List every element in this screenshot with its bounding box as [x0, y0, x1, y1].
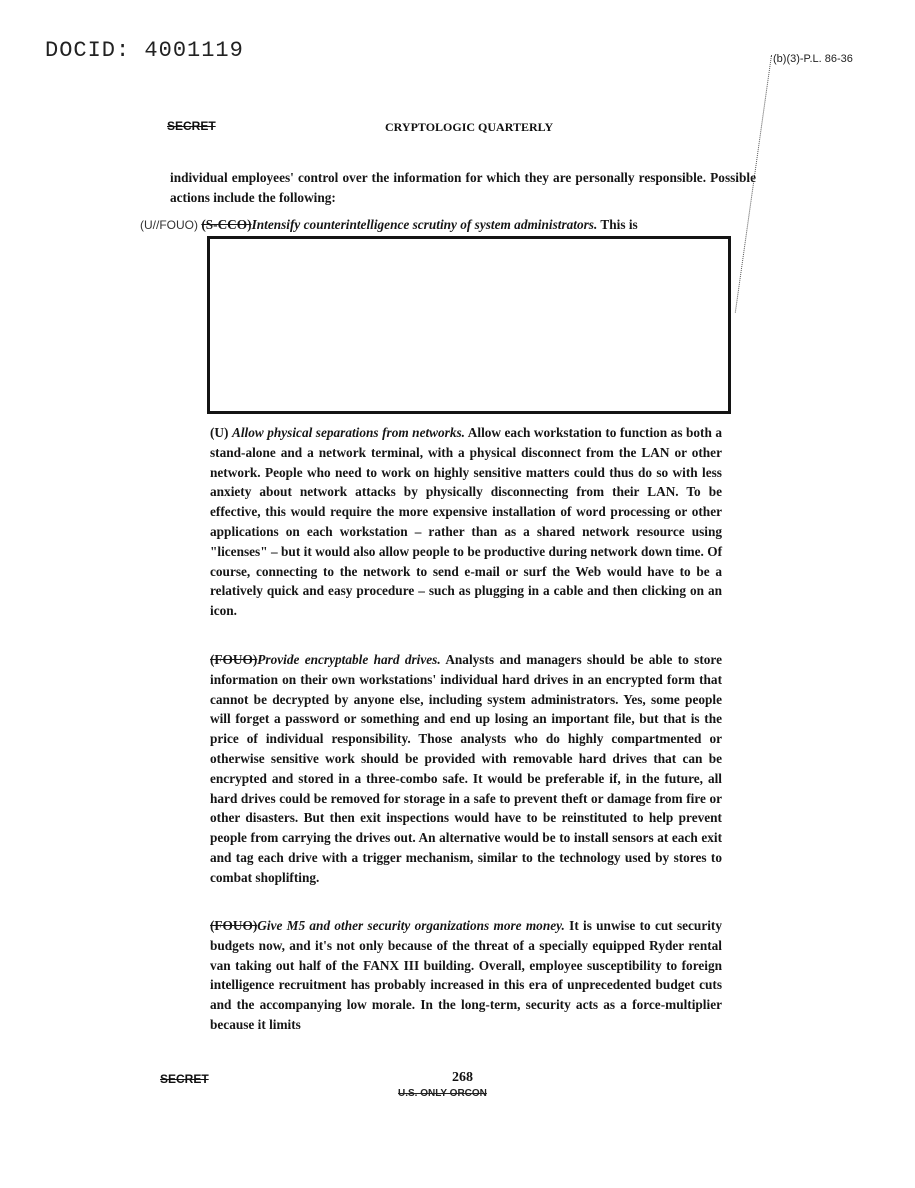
item-encryptable-drives	[210, 650, 722, 888]
portion-marking: (U)	[210, 425, 229, 440]
header-classification: SECRET	[167, 119, 216, 133]
item-heading: Intensify counterintelligence scrutiny of system administrators.	[251, 217, 598, 232]
portion-marking: (U//FOUO)	[140, 218, 198, 232]
item-counterintelligence	[140, 215, 730, 236]
item-heading: Give M5 and other security organizations more money.	[257, 918, 565, 933]
struck-marking: (S-CCO)	[201, 217, 252, 232]
item-physical-separation	[210, 423, 722, 621]
item-heading: Allow physical separations from networks.	[231, 425, 466, 440]
item-heading: Provide encryptable hard drives.	[257, 652, 441, 667]
item-body: Allow each workstation to function as both a stand-alone and a network terminal, with a physical disconnect from the LAN or other network. People who need to work on highly sensitive matters could thus do so with less anxiety about network attacks by physically disconnecting from their LAN. To be effective, this would require the more expensive installation of word processing or other applications on each workstation – rather than as a shared network resource using "licenses" – but it would also allow people to be productive during network down time. Of course, connecting to the network to send e-mail or surf the Web would have to be a relatively quick and easy procedure – such as plugging in a cable and then clicking on an icon.	[210, 425, 722, 619]
item-body: Analysts and managers should be able to store information on their own workstations' individual hard drives in an encrypted form that cannot be decrypted by anyone else, including system administrators. Yes, some people will forget a password or something and end up losing an important file, but that is the price of individual responsibility. Those analysts who do highly compartmented or otherwise sensitive work should be provided with removable hard drives that can be encrypted and stored in a three-combo safe. It would be preferable if, in the future, all hard drives could be removed for storage in a safe to prevent theft or damage from fire or other disasters. But then exit inspections would have to be reinstituted to help prevent people from carrying the drives out. An alternative would be to install sensors at each exit and tag each drive with a trigger mechanism, similar to the technology used by stores to combat shoplifting.	[210, 652, 723, 885]
intro-paragraph: individual employees' control over the information for which they are personally responsible. Possible actions include the following:	[170, 170, 756, 205]
exemption-marking: (b)(3)-P.L. 86-36	[773, 53, 853, 65]
item-body: This is	[600, 217, 638, 232]
header-title: CRYPTOLOGIC QUARTERLY	[385, 120, 554, 134]
footer-control-marking: U.S. ONLY ORCON	[398, 1088, 487, 1099]
redaction-box	[207, 236, 731, 414]
footer-classification: SECRET	[160, 1072, 209, 1086]
item-security-funding	[210, 916, 722, 1035]
struck-marking: (FOUO)	[210, 918, 258, 933]
item-body: It is unwise to cut security budgets now, and it's not only because of the threat of a specially equipped Ryder rental van taking out half of the FANX III building. Overall, employee susceptibility to foreign intelligence recruitment has probably increased in this era of unprecedented budget cuts and the accompanying low morale. In the long-term, security acts as a force-multiplier because it limits	[210, 918, 722, 1032]
document-id: DOCID: 4001119	[45, 38, 244, 63]
page-number: 268	[452, 1070, 473, 1085]
struck-marking: (FOUO)	[210, 652, 258, 667]
